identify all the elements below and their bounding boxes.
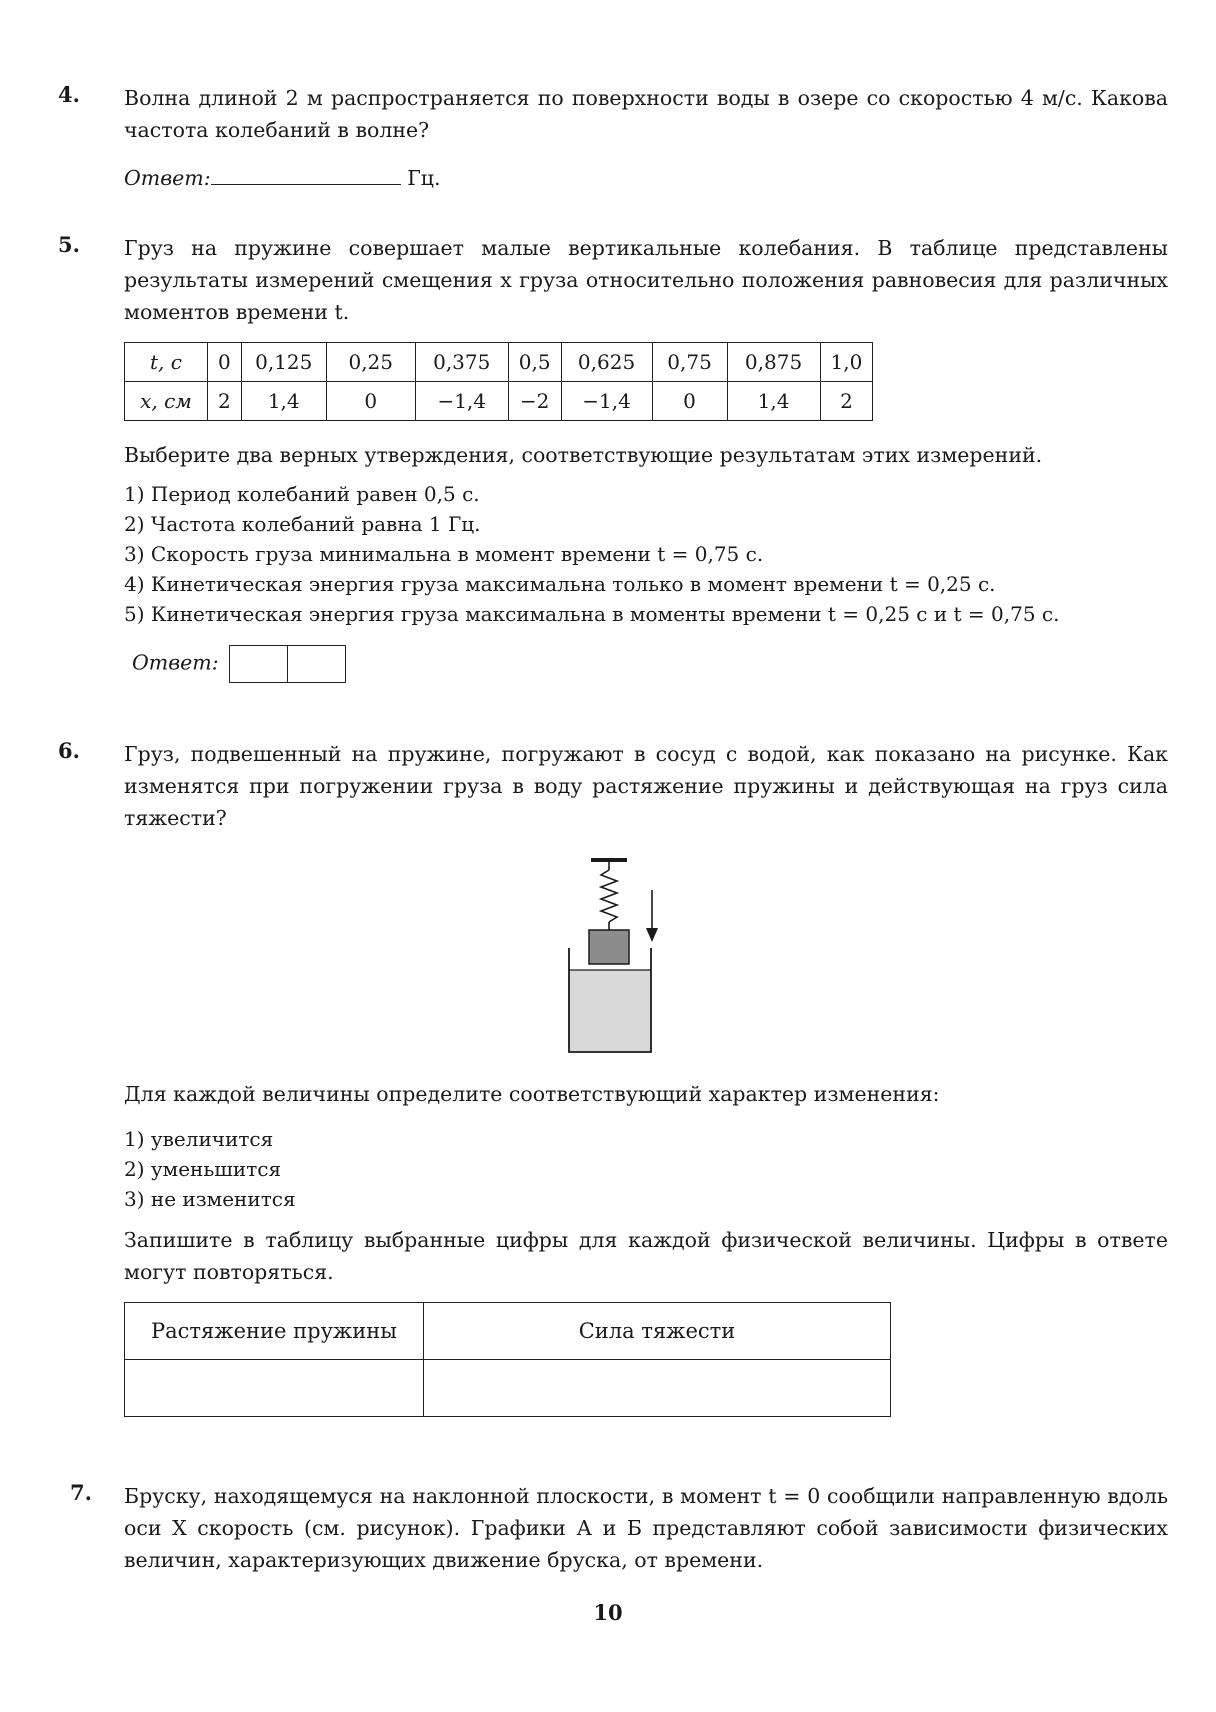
question-text: Груз, подвешенный на пружине, погружают в сосуд с водой, как показано на рисунке. Как изменятся при погружении груза в воду растяжение пружины и действующая на груз сила тяжести? (124, 742, 1168, 830)
down-arrow-icon (646, 928, 658, 942)
option-item: 4) Кинетическая энергия груза максимальна только в момент времени t = 0,25 с. (124, 572, 996, 596)
question-6-continued (58, 1078, 1168, 1417)
answer-cell-spring[interactable] (125, 1360, 424, 1417)
table-row-displacement (125, 382, 873, 421)
table-cell: 0,625 (561, 343, 652, 382)
question-text: Груз на пружине совершает малые вертикальные колебания. В таблице представлены результаты измерений смещения x груза относительно положения равновесия для различных моментов времени t. (124, 236, 1168, 324)
option-item: 5) Кинетическая энергия груза максимальна в моменты времени t = 0,25 с и t = 0,75 с. (124, 602, 1060, 626)
water (569, 970, 651, 1052)
answer-cell-gravity[interactable] (424, 1360, 891, 1417)
question-5 (58, 232, 1168, 683)
weight-block (589, 930, 629, 964)
table-cell: 2 (820, 382, 873, 421)
spring-weight-figure (560, 858, 680, 1056)
table-cell: −1,4 (415, 382, 508, 421)
answer-label: Ответ: (132, 650, 219, 675)
question-number: 4. (58, 82, 80, 107)
table-row-time (125, 343, 873, 382)
answer-line (132, 645, 1168, 683)
option-item: 1) увеличится (124, 1127, 274, 1151)
option-item: 2) уменьшится (124, 1157, 282, 1181)
option-item: 3) Скорость груза минимальна в момент времени t = 0,75 с. (124, 542, 764, 566)
table-cell: 0,875 (727, 343, 820, 382)
table-cell: 1,4 (727, 382, 820, 421)
options-list (124, 1124, 1168, 1214)
question-7 (58, 1480, 1168, 1576)
measurements-table (124, 342, 873, 421)
table-cell: 0,375 (415, 343, 508, 382)
answer-box-2[interactable] (288, 645, 346, 683)
table-cell: 0 (208, 343, 242, 382)
column-header-spring: Растяжение пружины (125, 1303, 424, 1360)
table-cell: 2 (208, 382, 242, 421)
table-cell: 1,0 (820, 343, 873, 382)
question-text: Волна длиной 2 м распространяется по поверхности воды в озере со скоростью 4 м/с. Какова частота колебаний в волне? (124, 86, 1168, 142)
table-cell: 0,75 (652, 343, 727, 382)
ceiling-mount (591, 858, 627, 862)
write-instruction: Запишите в таблицу выбранные цифры для каждой физической величины. Цифры в ответе могут повторяться. (124, 1228, 1168, 1284)
page-number: 10 (593, 1600, 623, 1625)
spring-coil (601, 870, 617, 922)
table-cell: 0 (652, 382, 727, 421)
answer-unit: Гц. (407, 166, 441, 190)
question-number: 5. (58, 232, 80, 257)
table-cell: 1,4 (241, 382, 326, 421)
row-label: t, с (125, 343, 208, 382)
row-label: x, см (125, 382, 208, 421)
answer-line (124, 162, 1168, 194)
answer-box-1[interactable] (229, 645, 288, 683)
table-cell: −2 (508, 382, 561, 421)
table-cell: 0,125 (241, 343, 326, 382)
table-cell: 0 (326, 382, 415, 421)
option-item: 2) Частота колебаний равна 1 Гц. (124, 512, 481, 536)
option-item: 3) не изменится (124, 1187, 296, 1211)
question-number: 6. (58, 738, 80, 763)
answer-blank[interactable] (211, 162, 401, 185)
option-item: 1) Период колебаний равен 0,5 с. (124, 482, 480, 506)
question-4 (58, 82, 1168, 194)
column-header-gravity: Сила тяжести (424, 1303, 891, 1360)
answer-boxes (229, 645, 346, 683)
instruction-text: Для каждой величины определите соответствующий характер изменения: (124, 1082, 940, 1106)
table-cell: 0,25 (326, 343, 415, 382)
response-table (124, 1302, 891, 1417)
table-cell: −1,4 (561, 382, 652, 421)
instruction-text: Выберите два верных утверждения, соответствующие результатам этих измерений. (124, 443, 1043, 467)
question-6 (58, 738, 1168, 834)
question-number: 7. (70, 1480, 92, 1505)
question-text: Бруску, находящемуся на наклонной плоскости, в момент t = 0 сообщили направленную вдоль оси X скорость (см. рисунок). Графики А и Б представляют собой зависимости физических величин, характеризующих движение бруска, от времени. (124, 1484, 1168, 1572)
options-list (124, 479, 1168, 629)
table-cell: 0,5 (508, 343, 561, 382)
answer-label: Ответ: (124, 166, 211, 190)
